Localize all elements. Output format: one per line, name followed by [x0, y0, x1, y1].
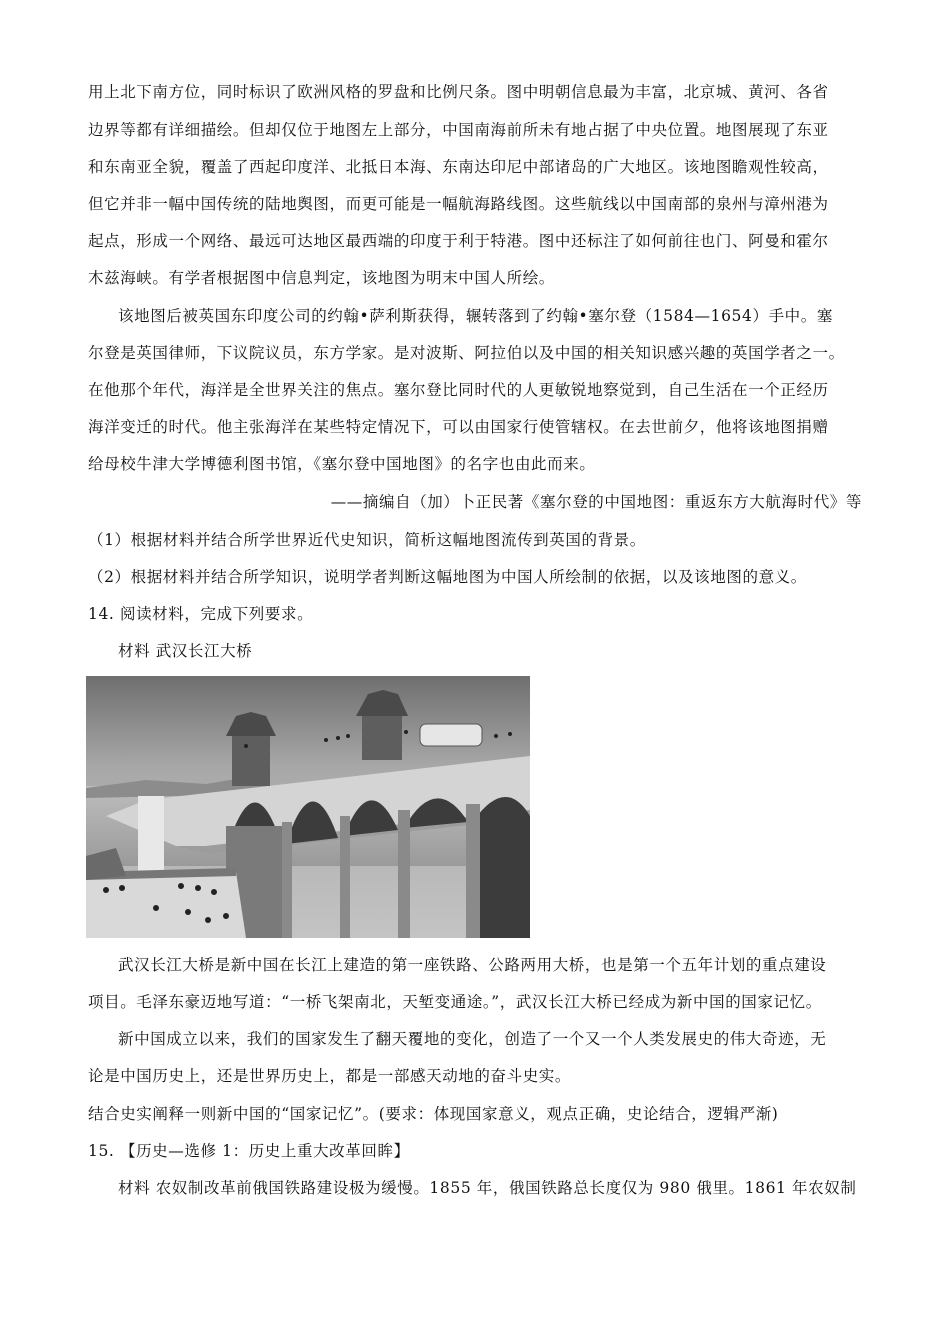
paragraph-line: 该地图后被英国东印度公司的约翰•萨利斯获得，辗转落到了约翰•塞尔登（1584—1654）手中。塞: [118, 307, 833, 325]
question-1: （1）根据材料并结合所学世界近代史知识，简析这幅地图流传到英国的背景。: [88, 531, 646, 549]
paragraph-line: 和东南亚全貌，覆盖了西起印度洋、北抵日本海、东南达印尼中部诸岛的广大地区。该地图瞻观性较高，: [88, 158, 829, 176]
paragraph-line: 但它并非一幅中国传统的陆地舆图，而更可能是一幅航海路线图。这些航线以中国南部的泉州与漳州港为: [88, 195, 829, 213]
question-14-prompt: 结合史实阐释一则新中国的“国家记忆”。(要求：体现国家意义，观点正确，史论结合，逻辑严渐): [88, 1105, 779, 1123]
paragraph-line: 尔登是英国律师，下议院议员，东方学家。是对波斯、阿拉伯以及中国的相关知识感兴趣的英国学者之一。: [88, 344, 845, 362]
paragraph-line: 木兹海峡。有学者根据图中信息判定，该地图为明末中国人所绘。: [88, 269, 555, 287]
question-15-heading: 15. 【历史—选修 1：历史上重大改革回眸】: [88, 1142, 410, 1160]
paragraph-line: 论是中国历史上，还是世界历史上，都是一部感天动地的奋斗史实。: [88, 1067, 572, 1085]
paragraph-line: 武汉长江大桥是新中国在长江上建造的第一座铁路、公路两用大桥，也是第一个五年计划的重点建设: [118, 956, 827, 974]
paragraph-line: 用上北下南方位，同时标识了欧洲风格的罗盘和比例尺条。图中明朝信息最为丰富，北京城、黄河、各省: [88, 83, 829, 101]
paragraph-line: 项目。毛泽东豪迈地写道：“一桥飞架南北，天堑变通途。”，武汉长江大桥已经成为新中国的国家记忆。: [88, 993, 822, 1011]
question-2: （2）根据材料并结合所学知识，说明学者判断这幅地图为中国人所绘制的依据，以及该地图的意义。: [88, 568, 807, 586]
source-citation: ——摘编自（加）卜正民著《塞尔登的中国地图：重返东方大航海时代》等: [330, 493, 862, 511]
paragraph-line: 材料 农奴制改革前俄国铁路建设极为缓慢。1855 年，俄国铁路总长度仅为 980 俄里。1861 年农奴制: [118, 1179, 857, 1197]
paragraph-line: 起点，形成一个网络、最远可达地区最西端的印度于利于特港。图中还标注了如何前往也门、阿曼和霍尔: [88, 232, 829, 250]
paragraph-line: 边界等都有详细描绘。但却仅位于地图左上部分，中国南海前所未有地占据了中央位置。地图展现了东亚: [88, 121, 829, 139]
paragraph-line: 新中国成立以来，我们的国家发生了翻天覆地的变化，创造了一个又一个人类发展史的伟大奇迹，无: [118, 1030, 827, 1048]
paragraph-line: 海洋变迁的时代。他主张海洋在某些特定情况下，可以由国家行使管辖权。在去世前夕，他将该地图捐赠: [88, 418, 829, 436]
paragraph-line: 在他那个年代，海洋是全世界关注的焦点。塞尔登比同时代的人更敏锐地察觉到，自己生活在一个正经历: [88, 381, 829, 399]
question-14-heading: 14. 阅读材料，完成下列要求。: [88, 605, 314, 623]
paragraph-line: 给母校牛津大学博德利图书馆，《塞尔登中国地图》的名字也由此而来。: [88, 455, 596, 473]
material-title: 材料 武汉长江大桥: [118, 642, 253, 660]
wuhan-bridge-photo: [86, 676, 530, 938]
